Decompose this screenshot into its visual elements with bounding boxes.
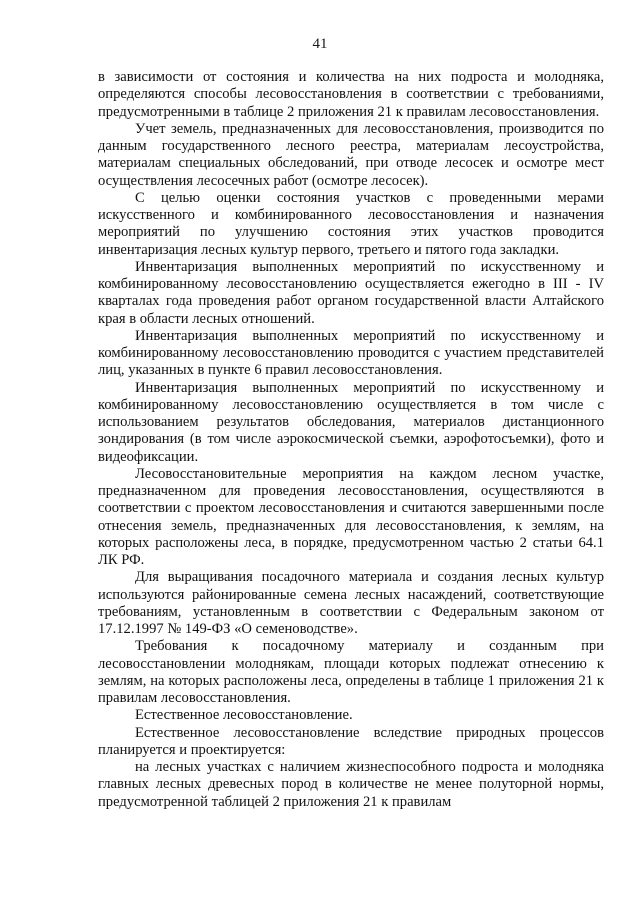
paragraph-land-accounting: Учет земель, предназначенных для лесовосстановления, производится по данным государственного лесного реестра, материалам лесоустройства, материалам специальных обследований, при отводе лесосек и осмотре мест осуществления лесосечных работ (осмотре лесосек).	[98, 120, 604, 189]
paragraph-assessment-purpose: С целью оценки состояния участков с проведенными мерами искусственного и комбинированного лесовосстановления и назначения мероприятий по улучшению состояния этих участков проводится инвентаризация лесных культур первого, третьего и пятого года закладки.	[98, 189, 604, 258]
paragraph-natural-conditions: на лесных участках с наличием жизнеспособного подроста и молодняка главных лесных древесных пород в количестве не менее полуторной нормы, предусмотренной таблицей 2 приложения 21 к правилам	[98, 759, 604, 810]
paragraph-planting-requirements: Требования к посадочному материалу и созданным при лесовосстановлении молоднякам, площади которых подлежат отнесению к землям, на которых расположены леса, определены в таблице 1 приложения 21 к правилам лесовосстановления.	[98, 638, 604, 706]
paragraph-continuation: в зависимости от состояния и количества на них подроста и молодняка, определяются способы лесовосстановления в соответствии с требованиями, предусмотренными в таблице 2 приложения 21 к правилам лесовосстановления.	[98, 69, 604, 120]
paragraph-seeds: Для выращивания посадочного материала и создания лесных культур используются районированные семена лесных насаждений, соответствующие требованиям, установленным в соответствии с Федеральным законом от 17.12.1997 № 149-ФЗ «О семеноводстве».	[98, 569, 604, 637]
paragraph-natural-reforestation: Естественное лесовосстановление вследствие природных процессов планируется и проектируется:	[98, 724, 604, 758]
paragraph-inventory-participants: Инвентаризация выполненных мероприятий по искусственному и комбинированному лесовосстановлению проводится с участием представителей лиц, указанных в пункте 6 правил лесовосстановления.	[98, 327, 604, 379]
paragraph-reforestation-completion: Лесовосстановительные мероприятия на каждом лесном участке, предназначенном для проведения лесовосстановления, осуществляются в соответствии с проектом лесовосстановления и считаются завершенными после отнесения земель, предназначенных для лесовосстановления, к землям, на которых расположены леса, в порядке, предусмотренном частью 2 статьи 64.1 ЛК РФ.	[98, 465, 604, 568]
paragraph-inventory-schedule: Инвентаризация выполненных мероприятий по искусственному и комбинированному лесовосстановлению осуществляется ежегодно в III - IV кварталах года проведения работ органом государственной власти Алтайского края в области лесных отношений.	[98, 258, 604, 327]
page-body	[98, 69, 604, 811]
page-number: 41	[312, 36, 328, 52]
paragraph-inventory-methods: Инвентаризация выполненных мероприятий по искусственному и комбинированному лесовосстановлению осуществляется в том числе с использованием результатов обследования, материалов дистанционного зондирования (в том числе аэрокосмической съемки, аэрофотосъемки), фото и видеофиксации.	[98, 379, 604, 465]
section-heading-natural-reforestation: Естественное лесовосстановление.	[135, 707, 353, 724]
